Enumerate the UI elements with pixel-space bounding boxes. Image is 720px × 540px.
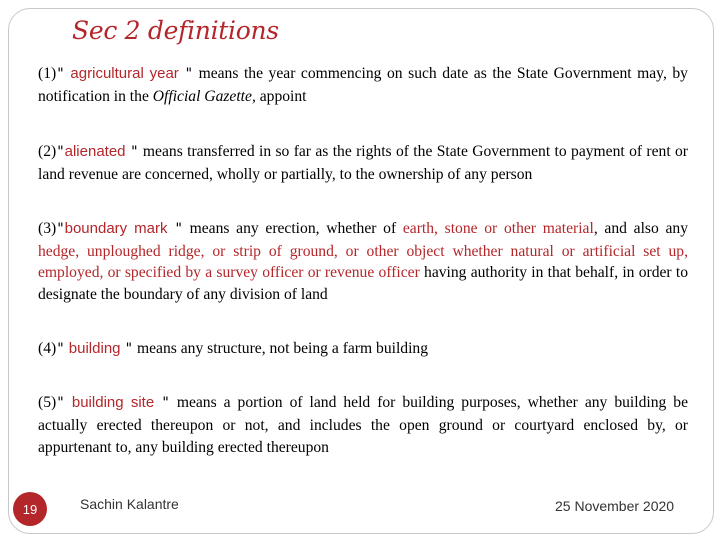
definition-text: means transferred in so far as the rights of the State Government to payment of rent or land revenue are concerned, wholly or partially, to the ownership of any person	[38, 143, 688, 184]
definition-italic: Official Gazette,	[152, 87, 256, 105]
slide-number: 19	[22, 501, 38, 517]
definition-term: building	[64, 339, 125, 357]
definition-term: alienated	[64, 143, 131, 161]
definition-number: (1)	[38, 65, 57, 82]
slide-number-badge	[13, 492, 47, 526]
definition-number: (2)	[38, 143, 57, 161]
definition-alienated: (2)"alienated " means transferred in so far as the rights of the State Government to payment of rent or land revenue are concerned, wholly or partially, to the ownership of any person	[38, 143, 688, 184]
definition-text: means a portion of land held for building purposes, whether any building be actually erected thereupon or not, and includes the open ground or courtyard enclosed by, or appurtenant to, any building erected thereupon	[38, 394, 688, 456]
slide-title: Sec 2 definitions	[72, 16, 279, 45]
definition-term: building site	[64, 394, 162, 412]
definition-text-mid: , and also any	[593, 219, 688, 237]
definition-term: agricultural year	[64, 65, 185, 82]
definition-number: (5)	[38, 394, 57, 412]
definition-text: means any erection, whether of	[182, 219, 403, 237]
definition-text-end: appoint	[255, 87, 307, 105]
definition-building-site: (5)" building site " means a portion of land held for building purposes, whether any building be actually erected thereupon or not, and includes the open ground or courtyard enclosed by, or appurtenant to, any building erected thereupon	[38, 394, 688, 456]
definition-agricultural-year: (1)" agricultural year " means the year commencing on such date as the State Government may, by notification in the Official Gazette, appoint	[38, 65, 688, 105]
definition-highlight-materials: earth, stone or other material	[402, 219, 594, 237]
definition-boundary-mark: (3)"boundary mark " means any erection, whether of earth, stone or other material, and also any hedge, unploughed ridge, or strip of ground, or other object whether natural or artificial set up, employed, or specified by a survey officer or revenue officer having authority in that behalf, in order to designate the boundary of any division of land	[38, 219, 688, 303]
definition-number: (3)	[38, 219, 57, 237]
definition-highlight-objects: hedge, unploughed ridge, or strip of ground, or other object whether natural or artificial set up, employed, or specified by a survey officer or revenue officer	[38, 242, 688, 282]
definition-building: (4)" building " means any structure, not being a farm building	[38, 339, 429, 357]
definition-text: means the year commencing on such date as the State Government may, by notification in the	[38, 65, 688, 105]
definition-text: means any structure, not being a farm building	[133, 339, 429, 357]
definition-number: (4)	[38, 339, 57, 357]
footer-date: 25 November 2020	[555, 498, 675, 514]
definitions-body	[38, 63, 688, 458]
footer-author: Sachin Kalantre	[80, 496, 179, 512]
definition-text-end: having authority in that behalf, in order to designate the boundary of any division of land	[38, 264, 688, 303]
definition-term: boundary mark	[64, 219, 175, 237]
